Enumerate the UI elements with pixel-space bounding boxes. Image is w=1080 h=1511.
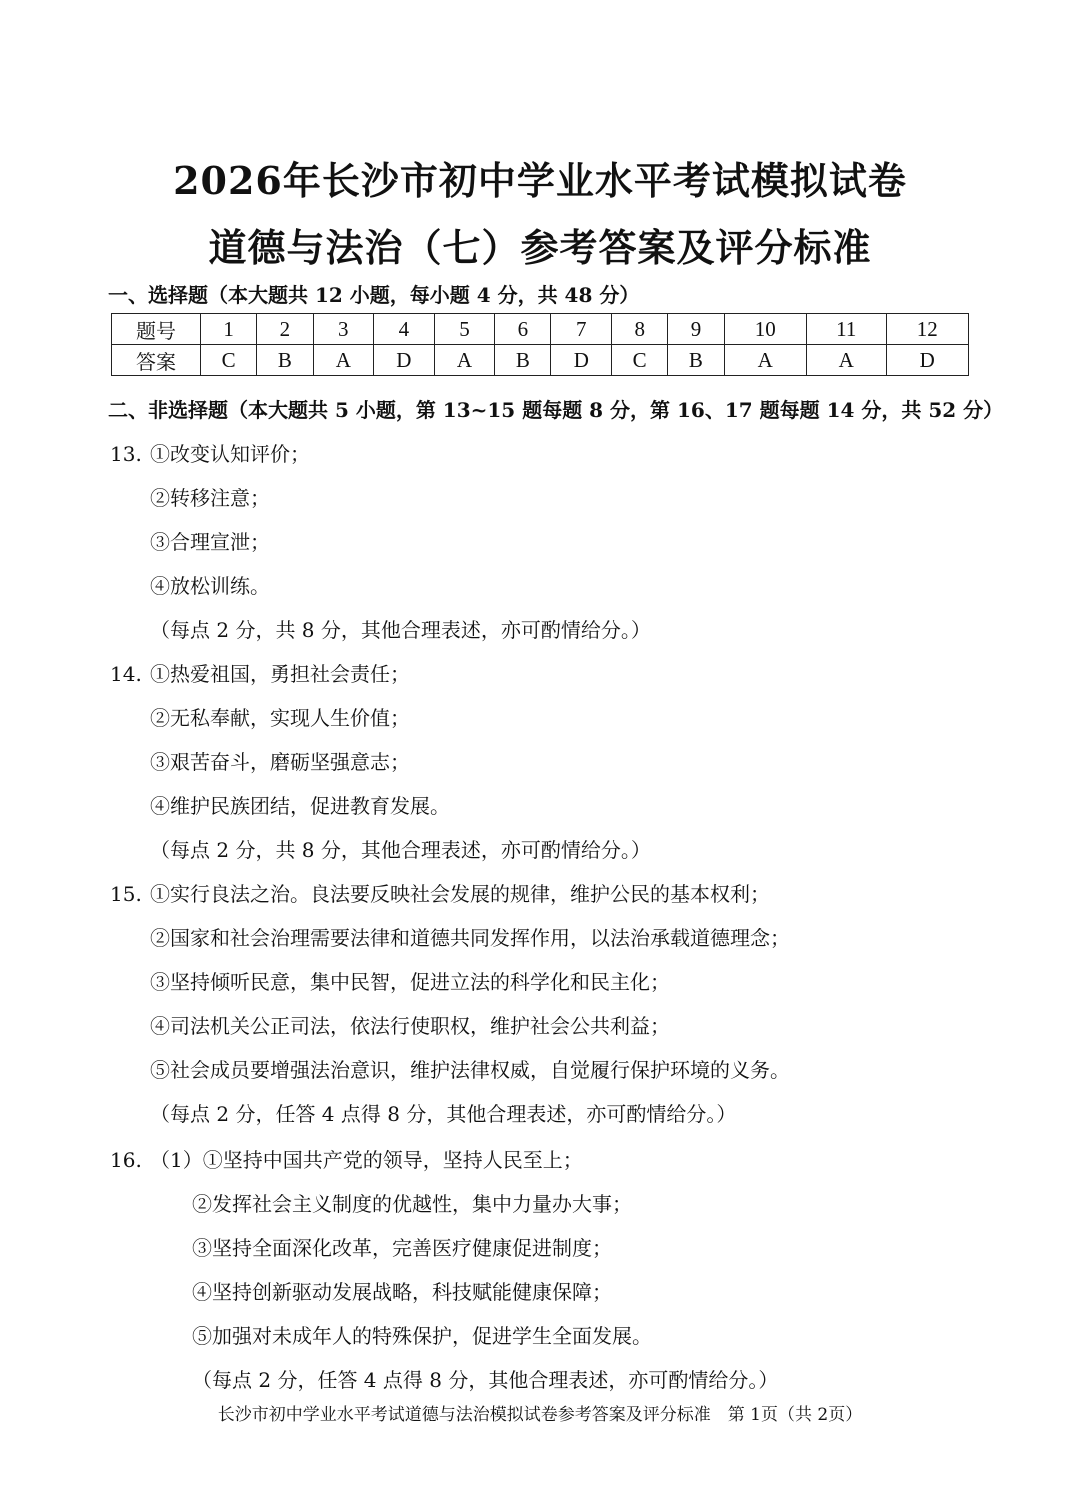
answer-table-answer: A xyxy=(724,345,806,376)
q15-line-1 xyxy=(110,878,770,907)
answer-table-number: 4 xyxy=(374,314,435,345)
answer-table-answer: D xyxy=(374,345,435,376)
q13-line-1 xyxy=(110,438,310,467)
answer-table-number: 2 xyxy=(257,314,313,345)
answer-table-answer: B xyxy=(668,345,724,376)
answer-point: ③坚持倾听民意，集中民智，促进立法的科学化和民主化； xyxy=(150,970,670,994)
answer-table-answer: A xyxy=(313,345,374,376)
answer-point: ④维护民族团结，促进教育发展。 xyxy=(150,794,450,818)
answer-point: ②发挥社会主义制度的优越性，集中力量办大事； xyxy=(192,1192,632,1216)
answer-table-number: 6 xyxy=(495,314,551,345)
section-heading-non-choice: 二、非选择题（本大题共 5 小题，第 13~15 题每题 8 分，第 16、17 题每题 14 分，共 52 分） xyxy=(108,398,1004,422)
answer-point: ①坚持中国共产党的领导，坚持人民至上； xyxy=(202,1148,583,1172)
answer-table-answer: D xyxy=(551,345,612,376)
answer-table-number: 8 xyxy=(612,314,668,345)
answer-point: ⑤加强对未成年人的特殊保护，促进学生全面发展。 xyxy=(192,1324,652,1348)
question-number: 16. xyxy=(110,1148,142,1172)
answer-table-number: 1 xyxy=(201,314,257,345)
q14-line-1 xyxy=(110,658,410,687)
answer-table-number: 11 xyxy=(806,314,886,345)
answer-table-answer: D xyxy=(886,345,968,376)
answer-table-answer: A xyxy=(434,345,495,376)
answer-point: ②转移注意； xyxy=(150,486,270,510)
scoring-note: （每点 2 分，共 8 分，其他合理表述，亦可酌情给分。） xyxy=(150,618,651,642)
sub-question-number: （1） xyxy=(150,1148,203,1172)
answer-table-header-number: 题号 xyxy=(112,314,201,345)
scoring-note: （每点 2 分，共 8 分，其他合理表述，亦可酌情给分。） xyxy=(150,838,651,862)
answer-point: ①热爱祖国，勇担社会责任； xyxy=(150,662,410,686)
answer-point: ④坚持创新驱动发展战略，科技赋能健康保障； xyxy=(192,1280,612,1304)
answer-table-answer: A xyxy=(806,345,886,376)
scoring-note: （每点 2 分，任答 4 点得 8 分，其他合理表述，亦可酌情给分。） xyxy=(192,1368,779,1392)
answer-point: ②国家和社会治理需要法律和道德共同发挥作用，以法治承载道德理念； xyxy=(150,926,790,950)
answer-table-number: 3 xyxy=(313,314,374,345)
answer-point: ①改变认知评价； xyxy=(150,442,310,466)
answer-table-number-row xyxy=(112,314,969,345)
answer-table-number: 12 xyxy=(886,314,968,345)
scoring-note: （每点 2 分，任答 4 点得 8 分，其他合理表述，亦可酌情给分。） xyxy=(150,1102,737,1126)
page-footer: 长沙市初中学业水平考试道德与法治模拟试卷参考答案及评分标准 第 1页（共 2页） xyxy=(217,1405,863,1425)
answer-table-header-answer: 答案 xyxy=(112,345,201,376)
question-number: 15. xyxy=(110,882,142,906)
answer-table-number: 5 xyxy=(434,314,495,345)
answer-table-answer: B xyxy=(495,345,551,376)
answer-table xyxy=(111,313,969,376)
answer-point: ④放松训练。 xyxy=(150,574,270,598)
answer-point: ③合理宣泄； xyxy=(150,530,270,554)
document-subtitle: 道德与法治（七）参考答案及评分标准 xyxy=(208,225,872,270)
answer-table-answer: C xyxy=(201,345,257,376)
answer-point: ⑤社会成员要增强法治意识，维护法律权威，自觉履行保护环境的义务。 xyxy=(150,1058,790,1082)
section-heading-choice: 一、选择题（本大题共 12 小题，每小题 4 分，共 48 分） xyxy=(108,283,640,307)
question-number: 14. xyxy=(110,662,142,686)
answer-point: ①实行良法之治。良法要反映社会发展的规律，维护公民的基本权利； xyxy=(150,882,770,906)
answer-table-answer-row xyxy=(112,345,969,376)
answer-table-number: 9 xyxy=(668,314,724,345)
answer-table-answer: B xyxy=(257,345,313,376)
answer-table-answer: C xyxy=(612,345,668,376)
answer-point: ③艰苦奋斗，磨砺坚强意志； xyxy=(150,750,410,774)
answer-point: ④司法机关公正司法，依法行使职权，维护社会公共利益； xyxy=(150,1014,670,1038)
question-number: 13. xyxy=(110,442,142,466)
answer-point: ②无私奉献，实现人生价值； xyxy=(150,706,410,730)
q16-line-1 xyxy=(110,1144,583,1173)
document-title: 2026年长沙市初中学业水平考试模拟试卷 xyxy=(173,158,907,203)
answer-table-number: 10 xyxy=(724,314,806,345)
answer-point: ③坚持全面深化改革，完善医疗健康促进制度； xyxy=(192,1236,612,1260)
answer-table-number: 7 xyxy=(551,314,612,345)
